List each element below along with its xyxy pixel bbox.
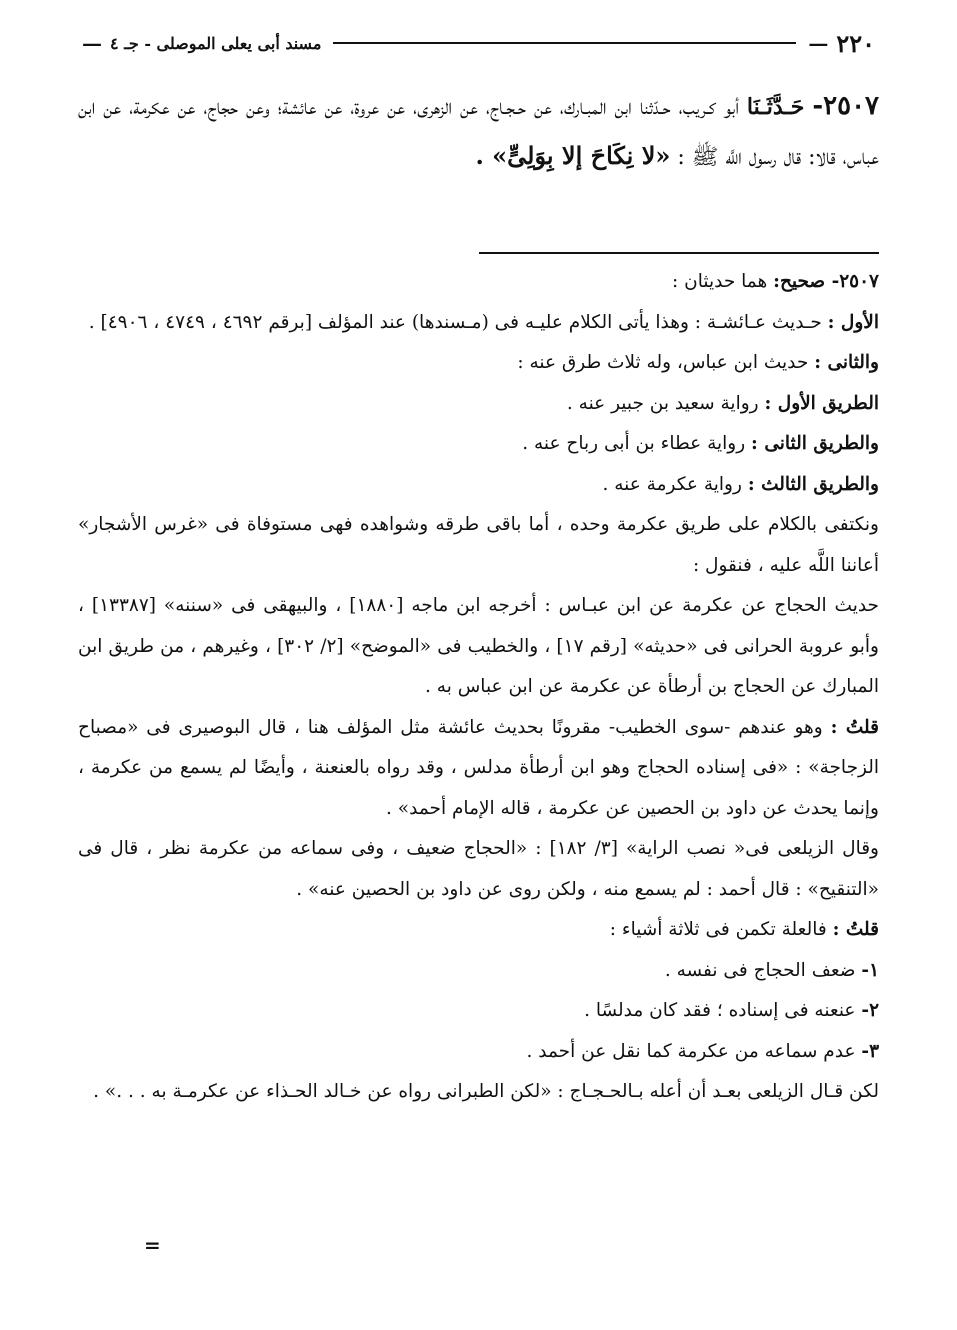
note-path-2-label: والطريق الثانى : [751, 433, 879, 454]
note-item-2-number: ٢- [861, 1000, 879, 1021]
note-item-3-text: عدم سماعه من عكرمة كما نقل عن أحمد . [526, 1040, 856, 1062]
note-path-3-label: والطريق الثالث : [747, 473, 879, 495]
note-second-label: والثانى : [814, 352, 879, 373]
hadith-matn: «لا نِكَاحَ إلا بِوَلِىٍّ» . [475, 141, 671, 170]
note-item-1 [78, 951, 879, 992]
note-path-2-text: رواية عطاء بن أبى رباح عنه . [522, 433, 746, 454]
note-qult-1-text: وهو عندهم -سوى الخطيب- مقرونًا بحديث عائشة مثل المؤلف هنا ، قال البوصيرى فى «مصباح الزجاجة» : «فى إسناده الحجاج وهو ابن أرطأة مدلس ، وقد رواه بالعنعنة ، وأيضًا لم يسمع من عكرمة ، وإنما يحدث عن داود بن الحصين عن عكرمة ، قاله الإمام أحمد» . [78, 716, 879, 819]
note-qult-1-label: قلتُ : [830, 716, 879, 738]
note-paragraph-4: لكن قـال الزيلعى بعـد أن أعله بـالحـجـاج : «لكن الطبرانى رواه عن خـالد الحـذاء عن عكرمـة به . . .» . [93, 1081, 879, 1102]
hadith-text [78, 82, 879, 182]
note-path-3 [78, 465, 879, 506]
note-item-3-number: ٣- [861, 1040, 879, 1062]
note-path-1-text: رواية سعيد بن جبير عنه . [566, 392, 759, 414]
note-path-3-text: رواية عكرمة عنه . [602, 473, 742, 495]
note-item-2-text: عنعنه فى إسناده ؛ فقد كان مدلسًا . [584, 1000, 856, 1021]
note-paragraph-2: حديث الحجاج عن عكرمة عن ابن عبـاس : أخرجه ابن ماجه [١٨٨٠] ، والبيهقى فى «سننه» [١٣٣٨٧] ، وأبو عروبة الحرانى فى «حديثه» [رقم ١٧] ، والخطيب فى «الموضح» [٢/ ٣٠٢] ، وغيرهم ، من طريق ابن المبارك عن الحجاج بن أرطأة عن عكرمة عن ابن عباس به . [78, 595, 879, 697]
note-item-1-number: ١- [861, 959, 879, 981]
note-paragraph-3: وقال الزيلعى فى« نصب الراية» [٣/ ١٨٢] : «الحجاج ضعيف ، وفى سماعه من عكرمة نظر ، قال فى «التنقيح» : قال أحمد : لم يسمع منه ، ولكن روى عن داود بن الحصين عنه» . [78, 838, 879, 900]
footnote-separator [479, 252, 879, 254]
note-item-1-text: ضعف الحجاج فى نفسه . [664, 959, 856, 981]
note-qult-2-text: فالعلة تكمن فى ثلاثة أشياء : [609, 919, 827, 940]
note-intro-text: هما حديثان : [672, 271, 768, 292]
note-second [78, 343, 879, 384]
hadith-isnad: أبو كـريب، حـدّثنا ابن المبـارك، عن حـجـاج، عن الزهرى، عن عروة، عن عائشة؛ وعن حجاج، عن عكرمة، عن ابن عباس، قالا: قال رسول اللَّه ﷺ : [78, 95, 879, 170]
note-path-1 [78, 384, 879, 425]
note-item-2 [78, 991, 879, 1032]
note-item-3 [78, 1032, 879, 1073]
note-first-text: حـديث عـائشـة : وهذا يأتى الكلام عليـه فى (مـسندها) عند المؤلف [برقم ٤٦٩٢ ، ٤٧٤٩ ، ٤٩٠٦] . [88, 311, 822, 333]
note-paragraph-1: ونكتفى بالكلام على طريق عكرمة وحده ، أما باقى طرقه وشواهده فهى مستوفاة فى «غرس الأشجار» أعاننا اللَّه عليه ، فنقول : [78, 514, 879, 576]
note-qult-1 [78, 708, 879, 830]
note-qult-2 [78, 910, 879, 951]
book-title: مسند أبى يعلى الموصلى - جـ ٤ [110, 33, 322, 53]
header-dash-left: — [82, 31, 102, 55]
continuation-mark: = [144, 1233, 161, 1257]
note-second-text: حديث ابن عباس، وله ثلاث طرق عنه : [517, 352, 809, 373]
note-qult-2-label: قلتُ : [832, 919, 879, 940]
hadith-number: ٢٥٠٧- [812, 91, 879, 121]
note-path-2 [78, 424, 879, 465]
footnotes [78, 262, 879, 1113]
note-first [78, 303, 879, 344]
note-intro [78, 262, 879, 303]
header-rule [333, 42, 796, 44]
hadith-lead-word: حَـدَّثَـنَا [746, 94, 805, 120]
page-number: ٢٢٠ [836, 28, 875, 58]
note-first-label: الأول : [827, 311, 879, 333]
header-dash-right: — [808, 31, 829, 55]
note-intro-label: ٢٥٠٧- صحيح: [773, 271, 879, 292]
note-path-1-label: الطريق الأول : [764, 392, 879, 414]
running-header [78, 28, 879, 58]
